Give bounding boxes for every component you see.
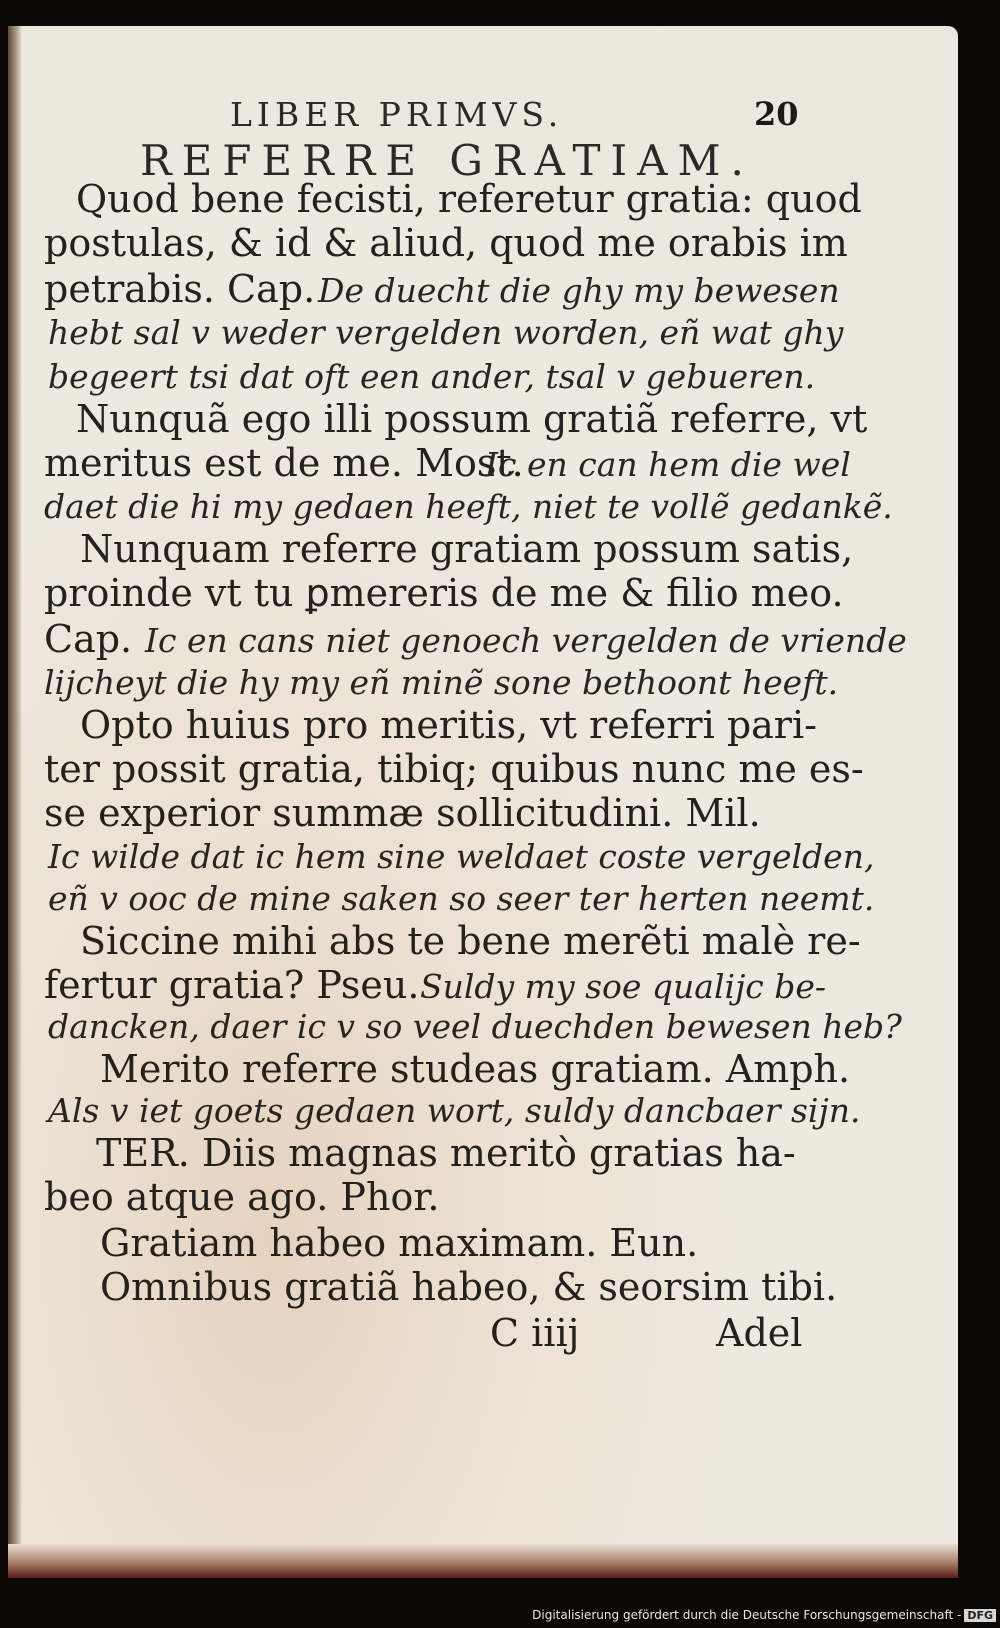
text-line: hebt sal v weder vergelden worden, eñ wat ghy: [48, 313, 844, 352]
section-title: REFERRE GRATIAM.: [140, 136, 754, 185]
text-line: Opto huius pro meritis, vt referri pari-: [80, 703, 817, 747]
text-line: Merito referre studeas gratiam. Amph.: [100, 1047, 851, 1091]
text-line: beo atque ago. Phor.: [44, 1175, 440, 1219]
page-number: 20: [754, 95, 799, 133]
text-line: Gratiam habeo maximam. Eun.: [100, 1221, 699, 1265]
dfg-logo: DFG: [964, 1609, 996, 1622]
digitization-credit: [532, 1608, 996, 1622]
text-line: eñ v ooc de mine saken so seer ter herten neemt.: [48, 879, 875, 918]
text-line: daet die hi my gedaen heeft, niet te vollẽ gedankẽ.: [44, 487, 893, 526]
signature-mark: C iiij: [490, 1311, 580, 1355]
text-line: Als v iet goets gedaen wort, suldy dancbaer sijn.: [48, 1091, 861, 1130]
text-line: begeert tsi dat oft een ander, tsal v gebueren.: [48, 357, 816, 396]
text-line: De duecht die ghy my bewesen: [318, 271, 840, 310]
text-line: Cap.: [44, 617, 133, 661]
text-line: TER. Diis magnas meritò gratias ha-: [96, 1131, 796, 1175]
text-line: Suldy my soe qualijc be-: [420, 967, 827, 1006]
credit-text: Digitalisierung gefördert durch die Deutsche Forschungsgemeinschaft -: [532, 1608, 962, 1622]
text-line: Ic wilde dat ic hem sine weldaet coste vergelden,: [48, 837, 875, 876]
text-line: ter possit gratia, tibiq; quibus nunc me es-: [44, 747, 864, 791]
text-line: Siccine mihi abs te bene merẽti malè re-: [80, 919, 861, 963]
text-line: Ic en can hem die wel: [485, 445, 851, 484]
text-line: postulas, & id & aliud, quod me orabis im: [44, 221, 848, 265]
text-line: fertur gratia? Pseu.: [44, 963, 420, 1007]
page-gutter: [8, 26, 22, 1578]
text-line: Quod bene fecisti, referetur gratia: quod: [76, 177, 862, 221]
running-head: LIBER PRIMVS.: [230, 95, 564, 134]
text-line: dancken, daer ic v so veel duechden bewesen heb?: [48, 1007, 902, 1046]
text-line: Omnibus gratiã habeo, & seorsim tibi.: [100, 1265, 838, 1309]
catchword: Adel: [716, 1311, 803, 1355]
text-line: se experior summæ sollicitudini. Mil.: [44, 791, 761, 835]
text-line: lijcheyt die hy my eñ minẽ sone bethoont heeft.: [44, 663, 839, 702]
text-line: Ic en cans niet genoech vergelden de vriende: [145, 621, 907, 660]
text-line: proinde vt tu ꝑmereris de me & filio meo.: [44, 571, 844, 615]
text-line: meritus est de me. Most.: [44, 441, 524, 485]
text-line: petrabis. Cap.: [44, 267, 316, 311]
text-line: Nunquã ego illi possum gratiã referre, vt: [76, 397, 868, 441]
text-line: Nunquam referre gratiam possum satis,: [80, 527, 854, 571]
